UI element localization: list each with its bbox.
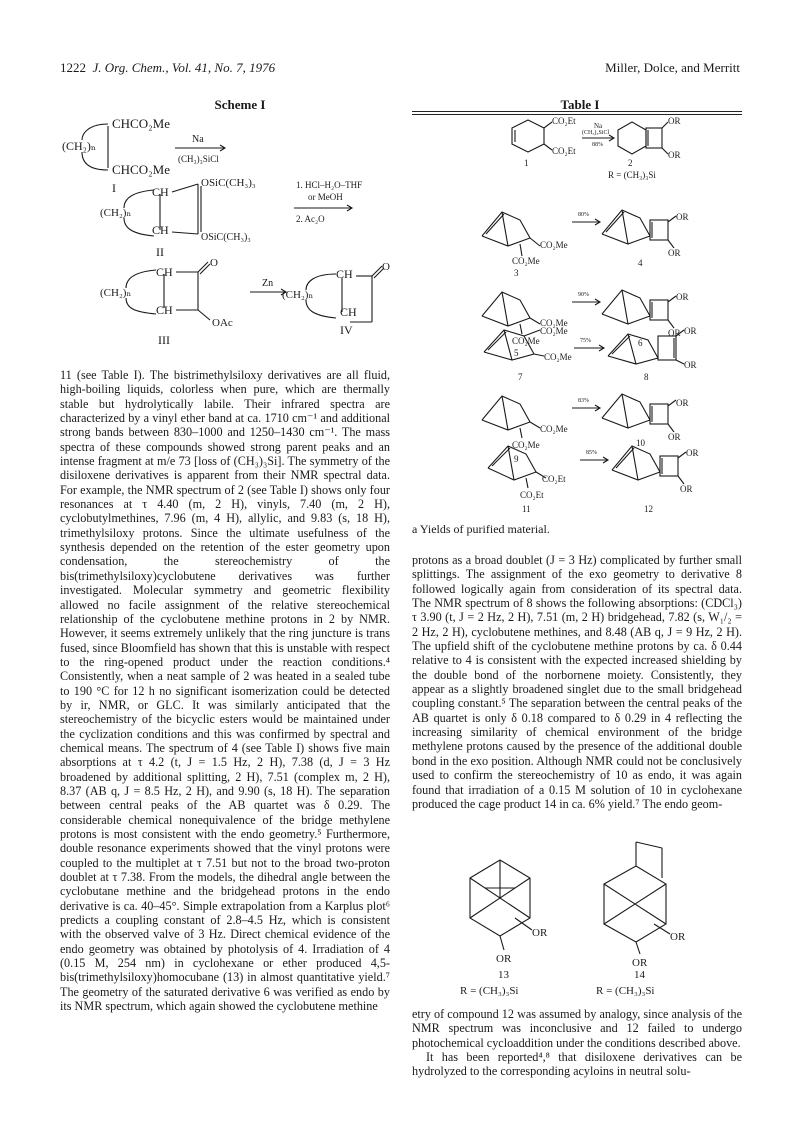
or-2a: OR	[668, 116, 681, 126]
osi-bottom-II: OSiC(CH₃)₃	[201, 232, 251, 243]
table-row-6	[488, 446, 699, 514]
compound-III	[100, 257, 233, 347]
page-number: 1222	[60, 60, 86, 75]
cpd-10: 10	[636, 438, 645, 448]
co2et-1b: CO₂Et	[552, 146, 576, 156]
label-I: I	[112, 181, 116, 195]
co2me-3a: CO₂Me	[540, 240, 568, 250]
ch-bottom-IV: CH	[340, 305, 357, 319]
osi-top-II: OSiC(CH₃)₃	[201, 177, 256, 189]
ch2n-III: (CH₂)ₙ	[100, 287, 132, 299]
or-12b: OR	[680, 484, 693, 494]
compound-II	[100, 177, 256, 259]
or-4a: OR	[676, 212, 689, 222]
compound-14	[596, 842, 686, 997]
body-text-right-column-top	[412, 553, 742, 811]
table-row-1	[512, 116, 681, 180]
table-title: Table I	[560, 97, 600, 112]
paragraph: It has been reported⁴,⁸ that disiloxene derivatives can be hydrolyzed to the corresponding acyloins in neutral solu-	[412, 1050, 742, 1079]
or-13b: OR	[496, 953, 512, 965]
or-10b: OR	[668, 432, 681, 442]
ch-top-III: CH	[156, 265, 173, 279]
table-footnote: a Yields of purified material.	[412, 522, 550, 536]
reagent-na-row1: Na	[594, 122, 603, 130]
label-III: III	[158, 333, 170, 347]
step2: 2. Ac₂O	[296, 214, 325, 224]
or-2b: OR	[668, 150, 681, 160]
scheme-diagram	[60, 112, 400, 352]
compound-13	[460, 860, 548, 997]
yield-11: 85%	[586, 450, 597, 456]
ch-bottom-III: CH	[156, 303, 173, 317]
cpd-5: 5	[514, 348, 519, 358]
cpd-12: 12	[644, 504, 653, 514]
yield-1: 88%	[592, 142, 603, 148]
or-4b: OR	[668, 248, 681, 258]
or-14b: OR	[632, 957, 648, 969]
cpd-1: 1	[524, 158, 529, 168]
ch2n-I: (CH₂)ₙ	[62, 139, 97, 153]
table-rule-top	[412, 111, 742, 112]
cpd-14: 14	[634, 969, 645, 981]
or-8b: OR	[684, 360, 697, 370]
label-II: II	[156, 245, 164, 259]
cpd-3: 3	[514, 268, 519, 278]
yield-3: 80%	[578, 212, 589, 218]
table-diagram	[412, 116, 742, 516]
ch2n-IV: (CH₂)ₙ	[282, 289, 314, 301]
r-def-14: R = (CH₃)₃Si	[596, 985, 655, 997]
r-def-13: R = (CH₃)₃Si	[460, 985, 519, 997]
or-6b: OR	[668, 328, 681, 338]
co2me-9a: CO₂Me	[540, 424, 568, 434]
co2et-1a: CO₂Et	[552, 116, 576, 126]
cpd-9: 9	[514, 454, 519, 464]
body-text-left-column	[60, 368, 390, 1013]
step1b: or MeOH	[308, 192, 343, 202]
header-left	[60, 60, 275, 76]
chco2me-bottom: CHCO₂Me	[112, 162, 170, 177]
compound-I	[62, 116, 170, 195]
body-text-right-column-bottom	[412, 1007, 742, 1079]
reagent-tmscl-row1: (CH₃)₃SiCl	[582, 130, 610, 136]
step1: 1. HCl–H₂O–THF	[296, 180, 363, 190]
co2me-7a: CO₂Me	[540, 326, 568, 336]
co2me-5a: CO₂Me	[540, 318, 568, 328]
oac-III: OAc	[212, 317, 233, 329]
scheme-title: Scheme I	[214, 97, 266, 112]
yield-9: 83%	[578, 398, 589, 404]
compound-IV	[282, 261, 390, 337]
label-IV: IV	[340, 323, 353, 337]
ch2n-II: (CH₂)ₙ	[100, 207, 132, 219]
o-III: O	[210, 257, 218, 269]
table-rule-second	[412, 114, 742, 115]
paragraph: etry of compound 12 was assumed by analogy, since analysis of the NMR spectrum was inconclusive and 12 failed to undergo photochemical cycloaddition under the conditions described above.	[412, 1007, 742, 1050]
ch-bottom-II: CH	[152, 223, 169, 237]
or-8a: OR	[684, 326, 697, 336]
paragraph: protons as a broad doublet (J = 3 Hz) complicated by further small splittings. The assignment of the exo geometry to derivative 8 followed logically again from consideration of its spectral data. The NMR spectrum of 8 shows the following absorptions: (CDCl₃) τ 3.90 (t, J = 2 Hz, 2 H), 7.51 (m, 2 H) bridgehead, 7.82 (s, W₁/₂ = 2 Hz, 2 H), cyclobutene methines, and 8.48 (AB q, J = 9 Hz, 2 H). The upfield shift of the cyclobutene methine protons by ca. δ 0.44 relative to 4 is consistent with the expected increased shielding by the double bond of the norbornene moiety. Consistently, they appear as a slightly broadened singlet due to the small bridgehead coupling constant.⁵ The separation between the central peaks of the AB quartet is only δ 0.18 compared to δ 0.29 in 4 reflecting the increasing similarity of chemical environment of the bridge methylene protons caused by the presence of the additional double bond in the exo position. Although NMR could not be conclusively used to confirm the stereochemistry of 10 as endo, it was again found that irradiation of a 0.15 M solution of 10 in cyclohexane produced the cage product 14 in ca. 6% yield.⁷ The endo geom-	[412, 553, 742, 811]
co2et-11b: CO₂Et	[520, 490, 544, 500]
cpd-8: 8	[644, 372, 649, 382]
cpd-2: 2	[628, 158, 633, 168]
cpd-11: 11	[522, 504, 531, 514]
cpd-6: 6	[638, 338, 643, 348]
journal-citation: J. Org. Chem., Vol. 41, No. 7, 1976	[92, 60, 276, 75]
table-row-2	[482, 210, 689, 278]
yield-5: 90%	[578, 292, 589, 298]
or-10a: OR	[676, 398, 689, 408]
r-def-table: R = (CH₃)₃Si	[608, 170, 656, 180]
authors: Miller, Dolce, and Merritt	[605, 60, 740, 75]
cage-compounds-diagram	[440, 838, 730, 998]
or-13a: OR	[532, 927, 548, 939]
or-6a: OR	[676, 292, 689, 302]
co2me-7b: CO₂Me	[544, 352, 572, 362]
co2et-11a: CO₂Et	[542, 474, 566, 484]
co2me-9b: CO₂Me	[512, 440, 540, 450]
co2me-3b: CO₂Me	[512, 256, 540, 266]
or-12a: OR	[686, 448, 699, 458]
yield-7: 75%	[580, 338, 591, 344]
paragraph: 11 (see Table I). The bistrimethylsiloxy derivatives are all fluid, high-boiling liquids, colorless when pure, which are thermally stable but hydrolytically labile. Their infrared spectra are characterized by a vinyl ether band at ca. 1710 cm⁻¹ and additional strong bands between 830–1000 and 1250–1430 cm⁻¹. The mass spectra of these compounds showed strong parent peaks and an intense fragment at m/e 73 [loss of (CH₃)₃Si]. The symmetry of the disiloxene derivatives is apparent from their NMR spectral data. For example, the NMR spectrum of 2 (see Table I) shows only four resonances at τ 4.40 (m, 2 H), vinyls, 7.40 (m, 2 H), cyclobutylmethines, 7.96 (m, 4 H), allylic, and 9.83 (s, 18 H), trimethylsiloxy protons. Since the ultimate usefulness of the synthesis depended on the retention of the ester geometry upon condensation, the stereochemistry of the bis(trimethylsiloxy)cyclobutene derivatives was further investigated. Molecular symmetry and geometric flexibility allowed no facile assignment of the relative stereochemical relationship of the cyclobutene methine protons in 2 by NMR. However, it seems extremely unlikely that the ring juncture is trans fused, since Bloomfield has shown that this is unstable with respect to the ring-opened product under the reaction conditions.⁴ Consistently, when a neat sample of 2 was heated in a sealed tube to 190 °C for 12 h no significant isomerization could be detected by ir, NMR, or GLC. It was similarly anticipated that the stereochemistry of the bicyclic esters would be maintained under the cyclization conditions and this was confirmed by spectral and chemical means. The spectrum of 4 (see Table I) shows five main absorptions at τ 4.2 (t, J = 1.5 Hz, 2 H), 7.38 (d, J = 3 Hz broadened by additional splitting, 2 H), 7.51 (complex m, 2 H), 8.37 (AB q, J = 8.5 Hz, 2 H), and 9.90 (s, 18 H). The separation between central peaks of the AB quartet was δ 0.29. The considerable chemical nonequivalence of the bridge methylene protons is most consistent with the endo geometry.⁵ Furthermore, double resonance experiments showed that the vinyl protons were coupled to the multiplet at τ 7.51 but not to the broad two-proton doublet at τ 7.38. From the models, the dihedral angle between the cyclobutane methine and the bridgehead protons in the endo derivative is ca. 40–45°. Simple extrapolation from a Karplus plot⁶ predicts a coupling constant of 2.8–4.5 Hz, which is consistent with the observed valve of 3 Hz. Direct chemical evidence of the endo geometry was obtained by photolysis of 4. Irradiation of 4 (0.15 M, 254 nm) in cyclohexane or ether produced 4,5-bis(trimethylsiloxy)homocubane (13) in almost quantitative yield.⁷ The geometry of the saturated derivative 6 was verified as endo by its NMR spectrum, which again showed the cyclobutene methine	[60, 368, 390, 1014]
co2me-5b: CO₂Me	[512, 336, 540, 346]
ch-top-IV: CH	[336, 267, 353, 281]
ch-top-II: CH	[152, 185, 169, 199]
cpd-7: 7	[518, 372, 523, 382]
page-header	[60, 60, 740, 80]
or-14a: OR	[670, 931, 686, 943]
chco2me-top: CHCO₂Me	[112, 116, 170, 131]
reagent-tmscl: (CH₃)₃SiCl	[178, 154, 219, 164]
reagent-na: Na	[192, 134, 204, 145]
cpd-13: 13	[498, 969, 509, 981]
cpd-4: 4	[638, 258, 643, 268]
o-IV: O	[382, 261, 390, 273]
reagent-zn: Zn	[262, 278, 274, 289]
